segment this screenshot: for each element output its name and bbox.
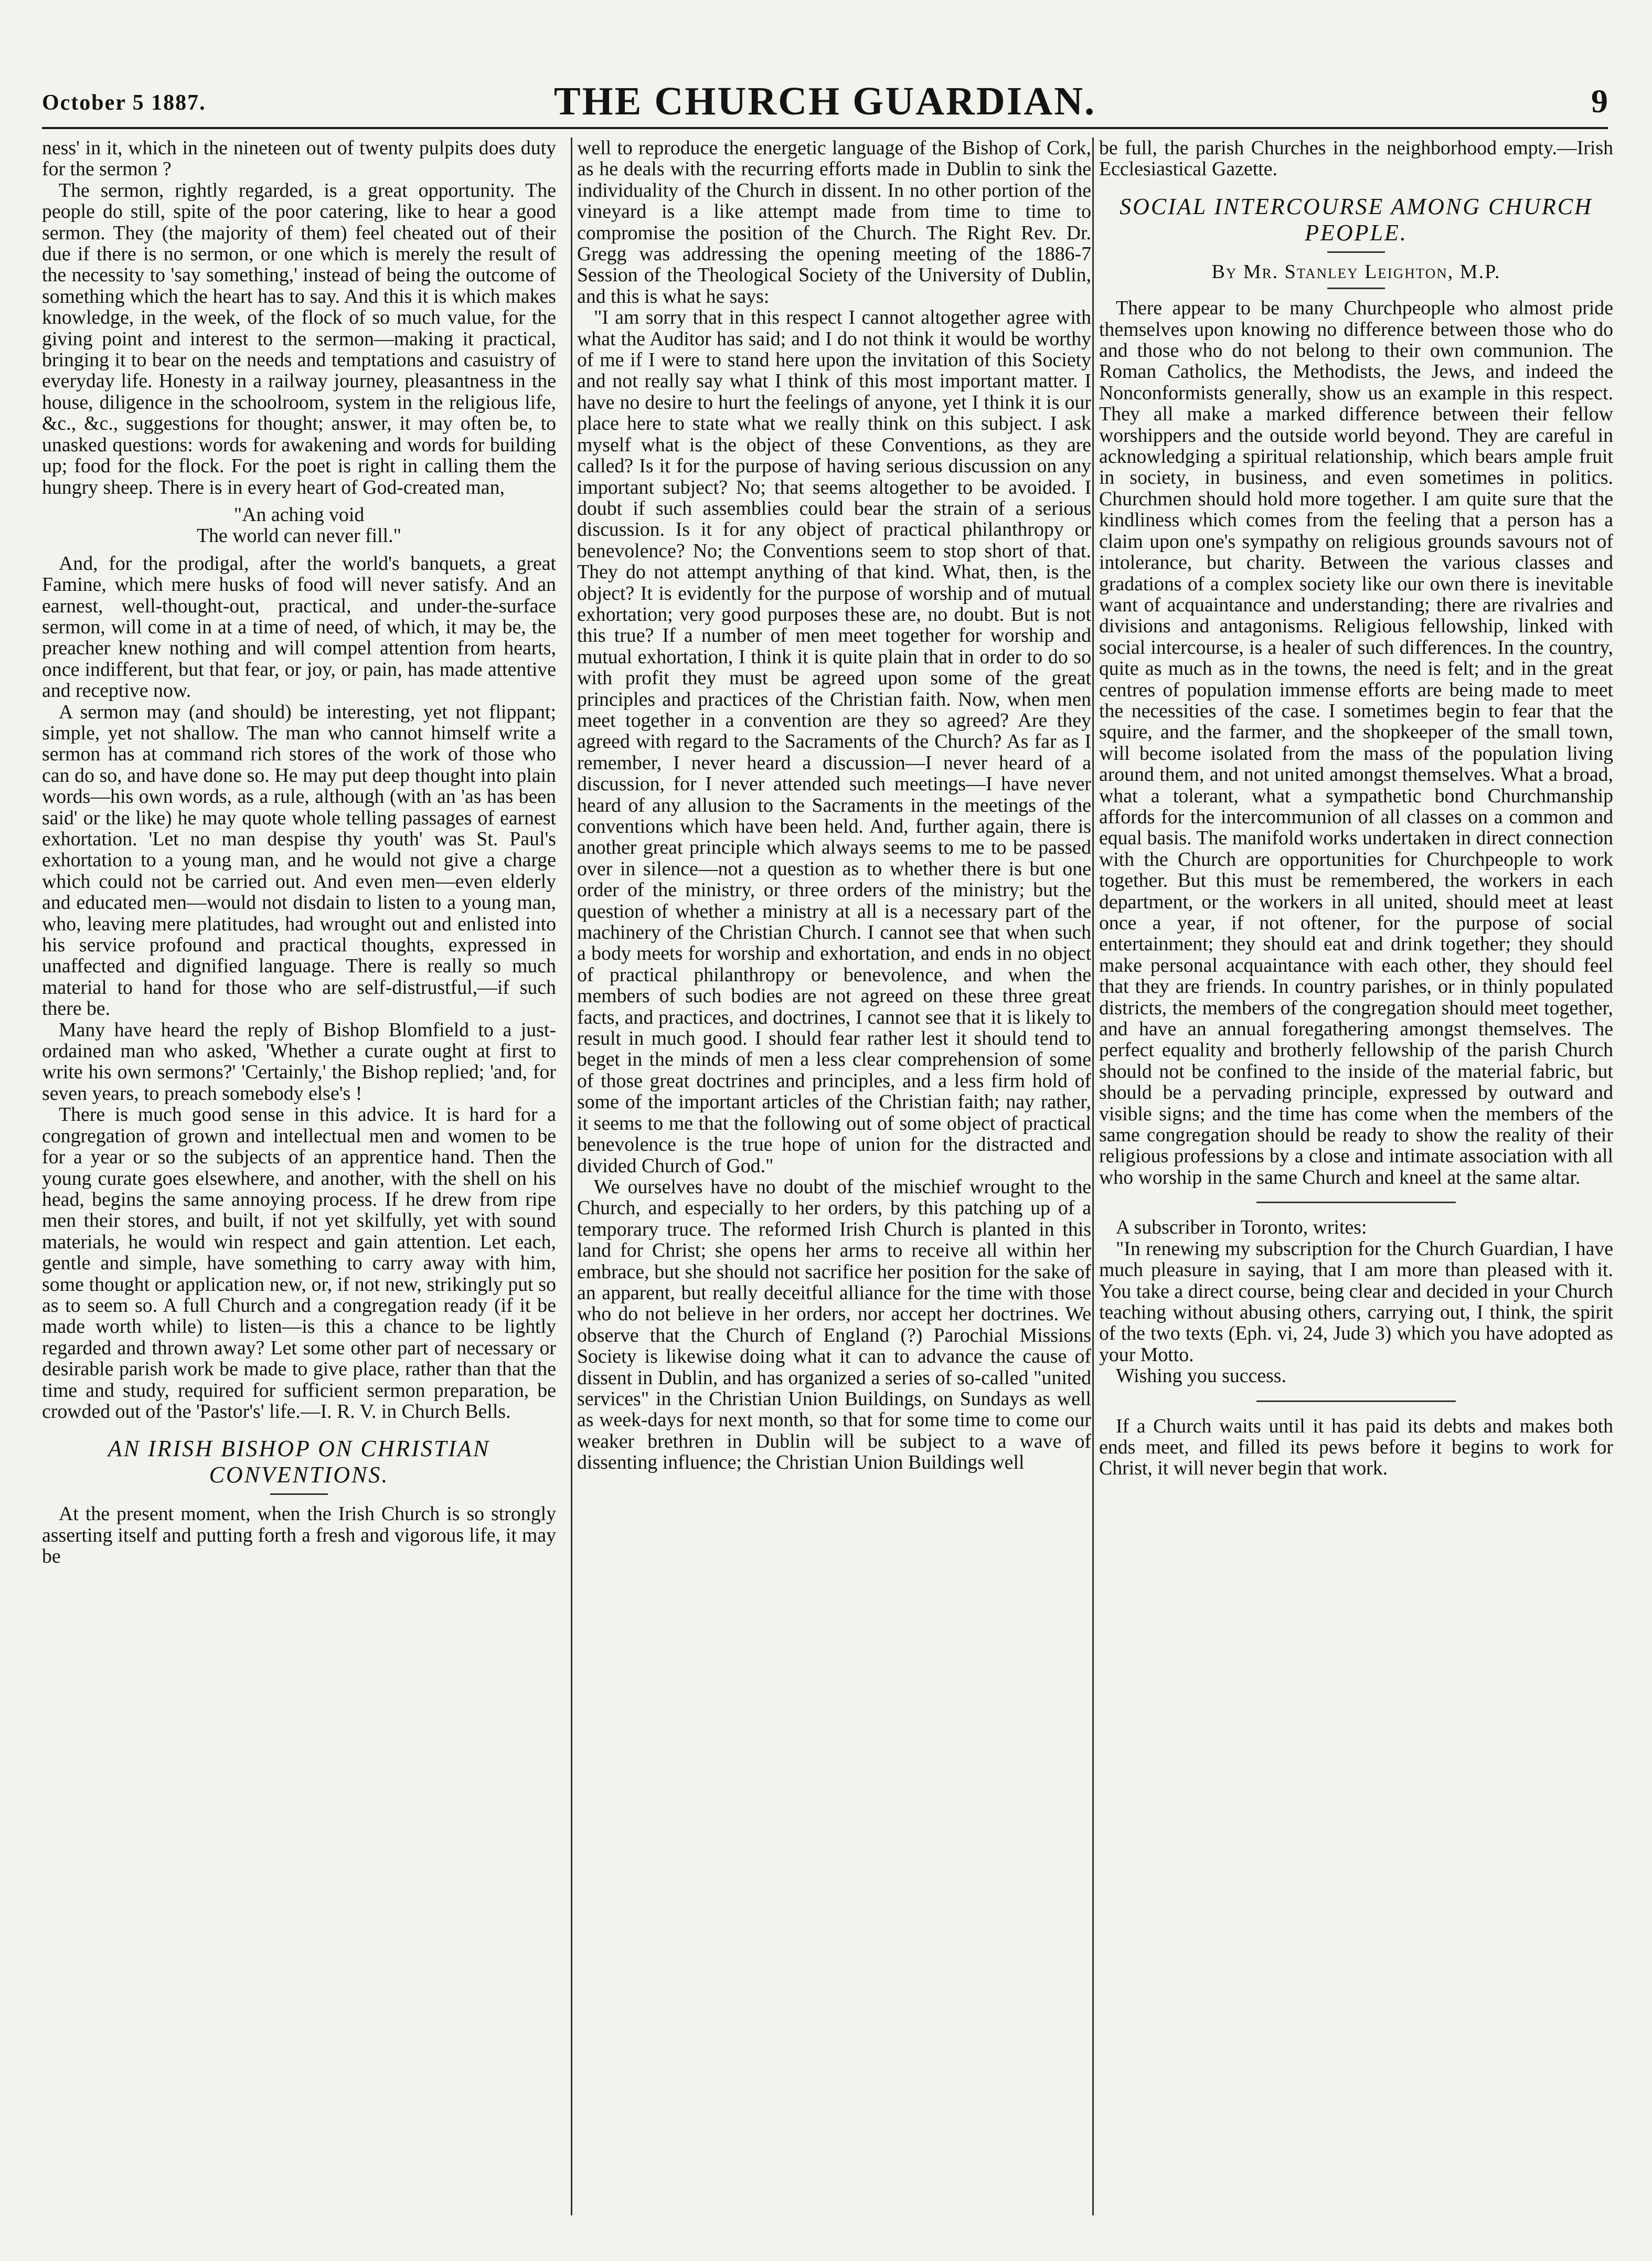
byline-rule xyxy=(1327,288,1385,289)
section-divider xyxy=(1256,1400,1456,1402)
paragraph: ness' in it, which in the nineteen out of twenty pulpits does duty for the sermon ? xyxy=(42,137,556,181)
newspaper-title: THE CHURCH GUARDIAN. xyxy=(553,79,1096,123)
masthead xyxy=(42,79,1608,129)
paragraph: There appear to be many Churchpeople who almost pride themselves upon knowing no difference between those who do and those who do not belong to their own communion. The Roman Catholics, the Methodists, the Jews, and indeed the Nonconformists generally, show us an example in this respect. They all make a marked difference between their fellow worshippers and the outside world beyond. They are careful in acknowledging a spiritual relationship, which bears ample fruit in society, in business, and even sometimes in politics. Churchmen should hold more together. I am quite sure that the kindliness which comes from the feeling that a person has a claim upon one's sympathy on religious grounds savours not of intolerance, but charity. Between the various classes and gradations of a complex society like our own there is inevitable want of acquaintance and understanding; there are rivalries and divisions and antagonisms. Religious fellowship, linked with social intercourse, is a healer of such differences. In the country, quite as much as in the towns, the need is felt; and in the great centres of population immense efforts are being made to meet the necessities of the case. I sometimes begin to fear that the squire, and the farmer, and the shopkeeper of the small town, will become isolated from the mass of the population living around them, and not united amongst themselves. What a broad, what a tolerant, what a sympathetic bond Churchmanship affords for the intercommunion of all classes on a common and equal basis. The manifold works undertaken in direct connection with the Church are opportunities for Churchpeople to work together. But this must be remembered, the workers in each department, or the workers in all united, should meet at least once a year, if not oftener, for the purpose of social entertainment; they should eat and drink together; they should make personal acquaintance with each other, they should feel that they are friends. In country parishes, or in thinly populated districts, the members of the congregation should meet together, and have an annual foregathering amongst themselves. The perfect equality and brotherly fellowship of the parish Church should not be confined to the inside of the material fabric, but should be a pervading principle, expressed by outward and visible signs; and the time has come when the members of the same congregation should be ready to show the reality of their religious professions by a close and intimate association with all who worship in the same Church and kneel at the same altar. xyxy=(1099,297,1613,1188)
paragraph: The sermon, rightly regarded, is a great opportunity. The people do still, spite of the poor catering, like to hear a good sermon. They (the majority of them) feel cheated out of their due if there is no sermon, or one which is merely the result of the necessity to 'say something,' instead of being the outcome of something which the heart has to say. And this it is which makes knowledge, in the week, of the flock of so much value, for the giving point and interest to the sermon—making it practical, bringing it to bear on the needs and temptations and casuistry of everyday life. Honesty in a railway journey, pleasantness in the house, diligence in the schoolroom, system in the religious life, &c., &c., suggestions for thought; answer, it may often be, to unasked questions: words for awakening and words for building up; food for the flock. For the poet is right in calling them the hungry sheep. There is in every heart of God-created man, xyxy=(42,179,556,498)
paragraph: And, for the prodigal, after the world's banquets, a great Famine, which mere husks of food will never satisfy. And an earnest, well-thought-out, practical, and under-the-surface sermon, will come in at a time of need, of which, it may be, the preacher knew nothing and will compel attention from hearts, once indifferent, but that fear, or joy, or pain, has made attentive and receptive now. xyxy=(42,552,556,702)
paragraph: "I am sorry that in this respect I cannot altogether agree with what the Auditor has said; and I do not think it would be worthy of me if I were to stand here upon the invitation of this Society and not really say what I think of this most important matter. I have no desire to hurt the feelings of anyone, yet I think it is our place here to state what we really think on this subject. I ask myself what is the object of these Conventions, as they are called? Is it for the purpose of having serious discussion on any important subject? No; that seems altogether to be avoided. I doubt if such assemblies could bear the strain of a serious discussion. Is it for any object of practical philanthropy or benevolence? No; the Conventions seem to stop short of that. They do not attempt anything of that kind. What, then, is the object? It is evidently for the purpose of worship and of mutual exhortation; very good purposes these are, no doubt. But is not this true? If a number of men meet together for worship and mutual exhortation, I think it is quite plain that in order to do so with profit they must be agreed upon some of the great principles and practices of the Christian faith. Now, when men meet together in a convention are they so agreed? Are they agreed with regard to the Sacraments of the Church? As far as I remember, I never heard a discussion—I never heard of a discussion, for I never attended such meetings—I have never heard of any allusion to the Sacraments in the meetings of the conventions which have been held. And, further again, there is another great principle which always seems to me to be passed over in silence—not a question as to whether there is but one order of the ministry, or three orders of the ministry; but the question of whether a ministry at all is a necessary part of the machinery of the Christian Church. I cannot see that when such a body meets for worship and exhortation, and ends in no object of practical philanthropy or benevolence, and when the members of such bodies are not agreed on these three great facts, and practices, and doctrines, I cannot see that it is likely to result in much good. I should fear rather lest it should tend to beget in the minds of men a less clear comprehension of some of those great doctrines and principles, and a less firm hold of some of the important articles of the Christian faith; nay rather, it seems to me that the following out of some object of practical benevolence is the true hope of union for the distracted and divided Church of God." xyxy=(577,306,1091,1177)
column-divider xyxy=(571,137,572,2215)
paragraph: Wishing you success. xyxy=(1116,1365,1286,1387)
paragraph: be full, the parish Churches in the neighborhood empty.—Irish Ecclesiastical Gazette. xyxy=(1099,137,1613,181)
column-1 xyxy=(42,137,556,2215)
paragraph: If a Church waits until it has paid its debts and makes both ends meet, and filled its pews before it begins to work for Christ, it will never begin that work. xyxy=(1099,1415,1613,1480)
column-divider xyxy=(1092,137,1094,2215)
quoted-verse xyxy=(42,504,556,547)
article-heading: SOCIAL INTERCOURSE AMONG CHURCH PEOPLE. xyxy=(1120,193,1593,246)
heading-rule xyxy=(1327,251,1385,253)
byline: By Mr. Stanley Leighton, M.P. xyxy=(1211,260,1501,283)
heading-rule xyxy=(270,1493,328,1495)
column-2 xyxy=(577,137,1091,2215)
page-number: 9 xyxy=(1591,82,1608,120)
paragraph: well to reproduce the energetic language of the Bishop of Cork, as he deals with the recurring efforts made in Dublin to sink the individuality of the Church in dissent. In no other portion of the vineyard is a like attempt made from time to time to compromise the position of the Church. The Right Rev. Dr. Gregg was addressing the opening meeting of the 1886-7 Session of the Theological Society of the University of Dublin, and this is what he says: xyxy=(577,137,1091,307)
paragraph: At the present moment, when the Irish Church is so strongly asserting itself and putting forth a fresh and vigorous life, it may be xyxy=(42,1503,556,1568)
section-divider xyxy=(1256,1202,1456,1203)
article-heading: AN IRISH BISHOP ON CHRISTIAN CONVENTIONS. xyxy=(108,1436,491,1488)
column-3 xyxy=(1099,137,1613,2215)
issue-date: October 5 1887. xyxy=(42,91,206,115)
paragraph: There is much good sense in this advice. It is hard for a congregation of grown and intellectual men and women to be for a year or so the subjects of an apprentice hand. Then the young curate goes elsewhere, and another, with the shell on his head, begins the same annoying process. If he drew from ripe men their stores, and built, if not yet skilfully, yet with sound materials, he would win respect and gain attention. Let each, gentle and simple, have something to carry away with him, some thought or application new, or, if not new, strikingly put so as to seem so. A full Church and a congregation ready (if it be made worth while) to listen—is this a chance to be lightly regarded and thrown away? Let some other part of necessary or desirable parish work be made to give place, rather than that the time and study, required for sufficient sermon preparation, be crowded out of the 'Pastor's' life.—I. R. V. in Church Bells. xyxy=(42,1103,556,1423)
paragraph: A subscriber in Toronto, writes: xyxy=(1116,1216,1367,1239)
verse-line: "An aching void xyxy=(233,503,365,526)
verse-line: The world can never fill." xyxy=(196,525,402,547)
paragraph: Many have heard the reply of Bishop Blomfield to a just-ordained man who asked, 'Whether a curate ought at first to write his own sermons?' 'Certainly,' the Bishop replied; 'and, for seven years, to preach somebody else's ! xyxy=(42,1018,556,1105)
paragraph: A sermon may (and should) be interesting, yet not flippant; simple, yet not shallow. The man who cannot himself write a sermon has at command rich stores of the work of those who can do so, and have done so. He may put deep thought into plain words—his own words, as a rule, although (with an 'as has been said' or the like) he may quote whole telling passages of earnest exhortation. 'Let no man despise thy youth' was St. Paul's exhortation to a young man, and he would not give a charge which could not be carried out. And even men—even elderly and educated men—would not disdain to listen to a young man, who, leaving mere platitudes, had wrought out and enlisted into his service profound and practical thoughts, expressed in unaffected and dignified language. There is really so much material to hand for those who are self-distrustful,—if such there be. xyxy=(42,700,556,1020)
paragraph: We ourselves have no doubt of the mischief wrought to the Church, and especially to her orders, by this patching up of a temporary truce. The reformed Irish Church is planted in this land for Christ; she opens her arms to receive all within her embrace, but she should not sacrifice her position for the sake of an apparent, but really deceitful alliance for the time with those who do not believe in her orders, nor accept her doctrines. We observe that the Church of England (?) Parochial Missions Society is likewise doing what it can to advance the cause of dissent in Dublin, and has organized a series of so-called "united services" in the Christian Union Buildings, on Sundays as well as week-days for next month, so that for some time to come our weaker brethren in Dublin will be subject to a wave of dissenting influence; the Christian Union Buildings well xyxy=(577,1175,1091,1474)
paragraph: "In renewing my subscription for the Church Guardian, I have much pleasure in saying, that I am more than pleased with it. You take a direct course, being clear and decided in your Church teaching without abusing others, carrying out, I think, the spirit of the two texts (Eph. vi, 24, Jude 3) which you have adopted as your Motto. xyxy=(1099,1237,1613,1366)
